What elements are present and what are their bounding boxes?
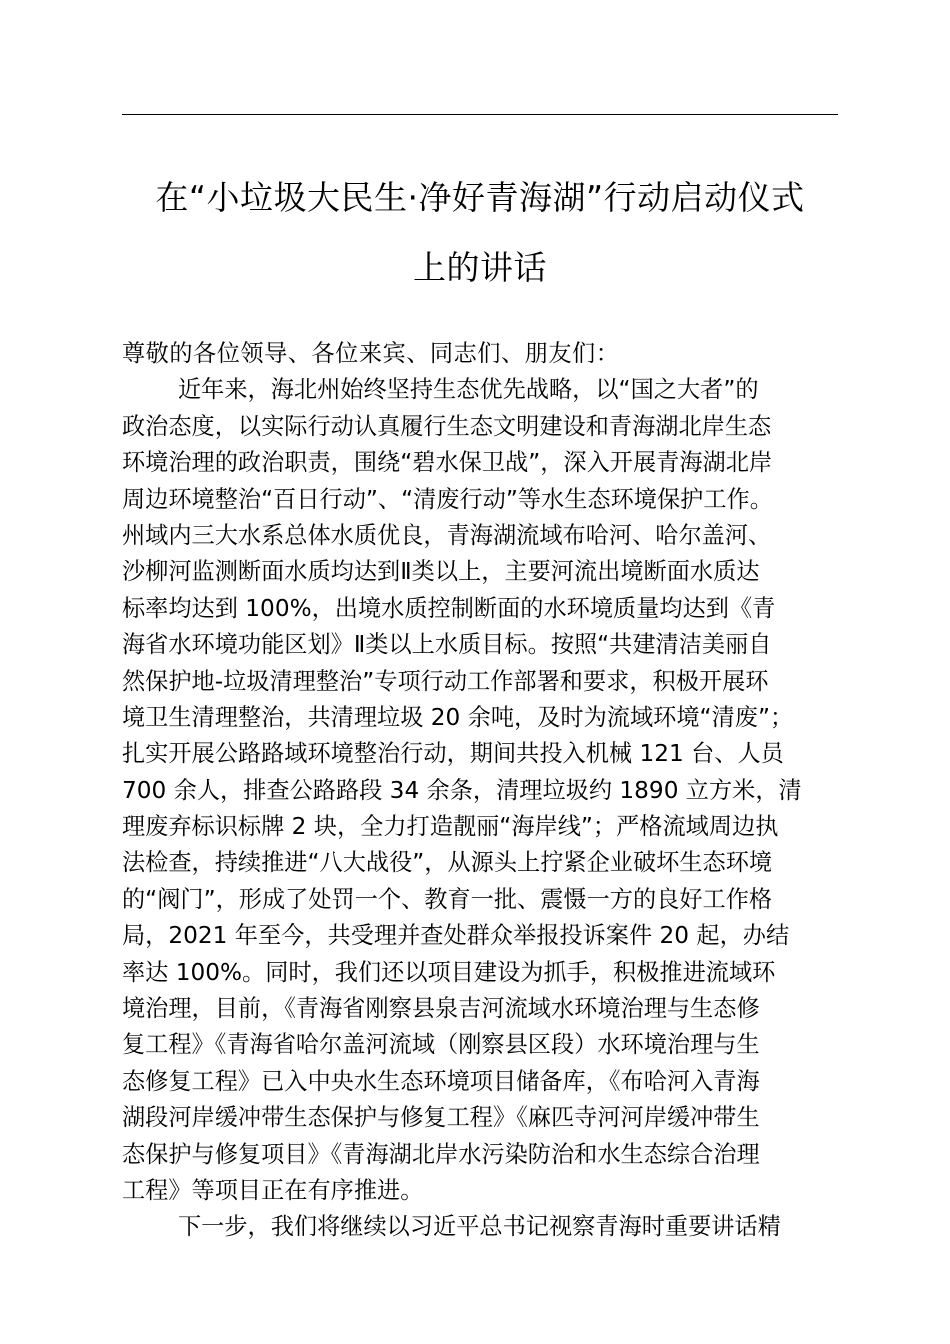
paragraph-line: 态保护与修复项目》《青海湖北岸水污染防治和水生态综合治理	[122, 1140, 760, 1168]
paragraph-line: 局，2021 年至今，共受理并查处群众举报投诉案件 20 起，办结	[122, 922, 790, 950]
paragraph-2	[122, 1209, 852, 1245]
paragraph-line: 湖段河岸缓冲带生态保护与修复工程》《麻匹寺河河岸缓冲带生	[122, 1104, 760, 1132]
paragraph-line: 的“阀门”，形成了处罚一个、教育一批、震慑一方的良好工作格	[122, 885, 773, 913]
paragraph-line: 境卫生清理整治，共清理垃圾 20 余吨，及时为流域环境“清废”；	[122, 703, 794, 731]
speech-body	[122, 336, 852, 1246]
paragraph-line: 环境治理的政治职责，围绕“碧水保卫战”，深入开展青海湖北岸	[122, 449, 773, 477]
paragraph-line: 州域内三大水系总体水质优良，青海湖流域布哈河、哈尔盖河、	[122, 521, 772, 549]
paragraph-line: 理废弃标识标牌 2 块，全力打造靓丽“海岸线”；严格流域周边执	[122, 813, 779, 841]
page-title-line-1: 在“小垃圾大民生·净好青海湖”行动启动仪式	[155, 178, 805, 217]
paragraph-line: 周边环境整治“百日行动”、“清废行动”等水生态环境保护工作。	[122, 485, 773, 513]
paragraph-1	[122, 372, 852, 1209]
header-rule	[122, 114, 838, 115]
paragraph-line: 标率均达到 100%，出境水质控制断面的水环境质量均达到《青	[122, 594, 776, 622]
paragraph-line: 近年来，海北州始终坚持生态优先战略，以“国之大者”的	[178, 376, 759, 404]
paragraph-line: 境治理，目前，《青海省刚察县泉吉河流域水环境治理与生态修	[122, 995, 760, 1023]
paragraph-line: 工程》等项目正在有序推进。	[122, 1176, 424, 1204]
paragraph-line: 然保护地-垃圾清理整治”专项行动工作部署和要求，积极开展环	[122, 667, 769, 695]
paragraph-line: 复工程》《青海省哈尔盖河流域（刚察县区段）水环境治理与生	[122, 1031, 760, 1059]
paragraph-line: 政治态度，以实际行动认真履行生态文明建设和青海湖北岸生态	[122, 412, 772, 440]
paragraph-line: 海省水环境功能区划》Ⅱ类以上水质目标。按照“共建清洁美丽自	[122, 631, 772, 659]
paragraph-line: 法检查，持续推进“八大战役”，从源头上拧紧企业破坏生态环境	[122, 849, 773, 877]
paragraph-line: 态修复工程》已入中央水生态环境项目储备库，《布哈河入青海	[122, 1067, 760, 1095]
paragraph-line: 下一步，我们将继续以习近平总书记视察青海时重要讲话精	[178, 1213, 781, 1241]
paragraph-line: 沙柳河监测断面水质均达到Ⅱ类以上，主要河流出境断面水质达	[122, 558, 760, 586]
paragraph-line: 700 余人，排查公路路段 34 余条，清理垃圾约 1890 立方米，清	[122, 776, 802, 804]
page-title-line-2: 上的讲话	[413, 248, 547, 287]
paragraph-line: 扎实开展公路路域环境整治行动，期间共投入机械 121 台、人员	[122, 740, 784, 768]
salutation: 尊敬的各位领导、各位来宾、同志们、朋友们：	[122, 340, 620, 367]
paragraph-line: 率达 100%。同时，我们还以项目建设为抓手，积极推进流域环	[122, 958, 776, 986]
